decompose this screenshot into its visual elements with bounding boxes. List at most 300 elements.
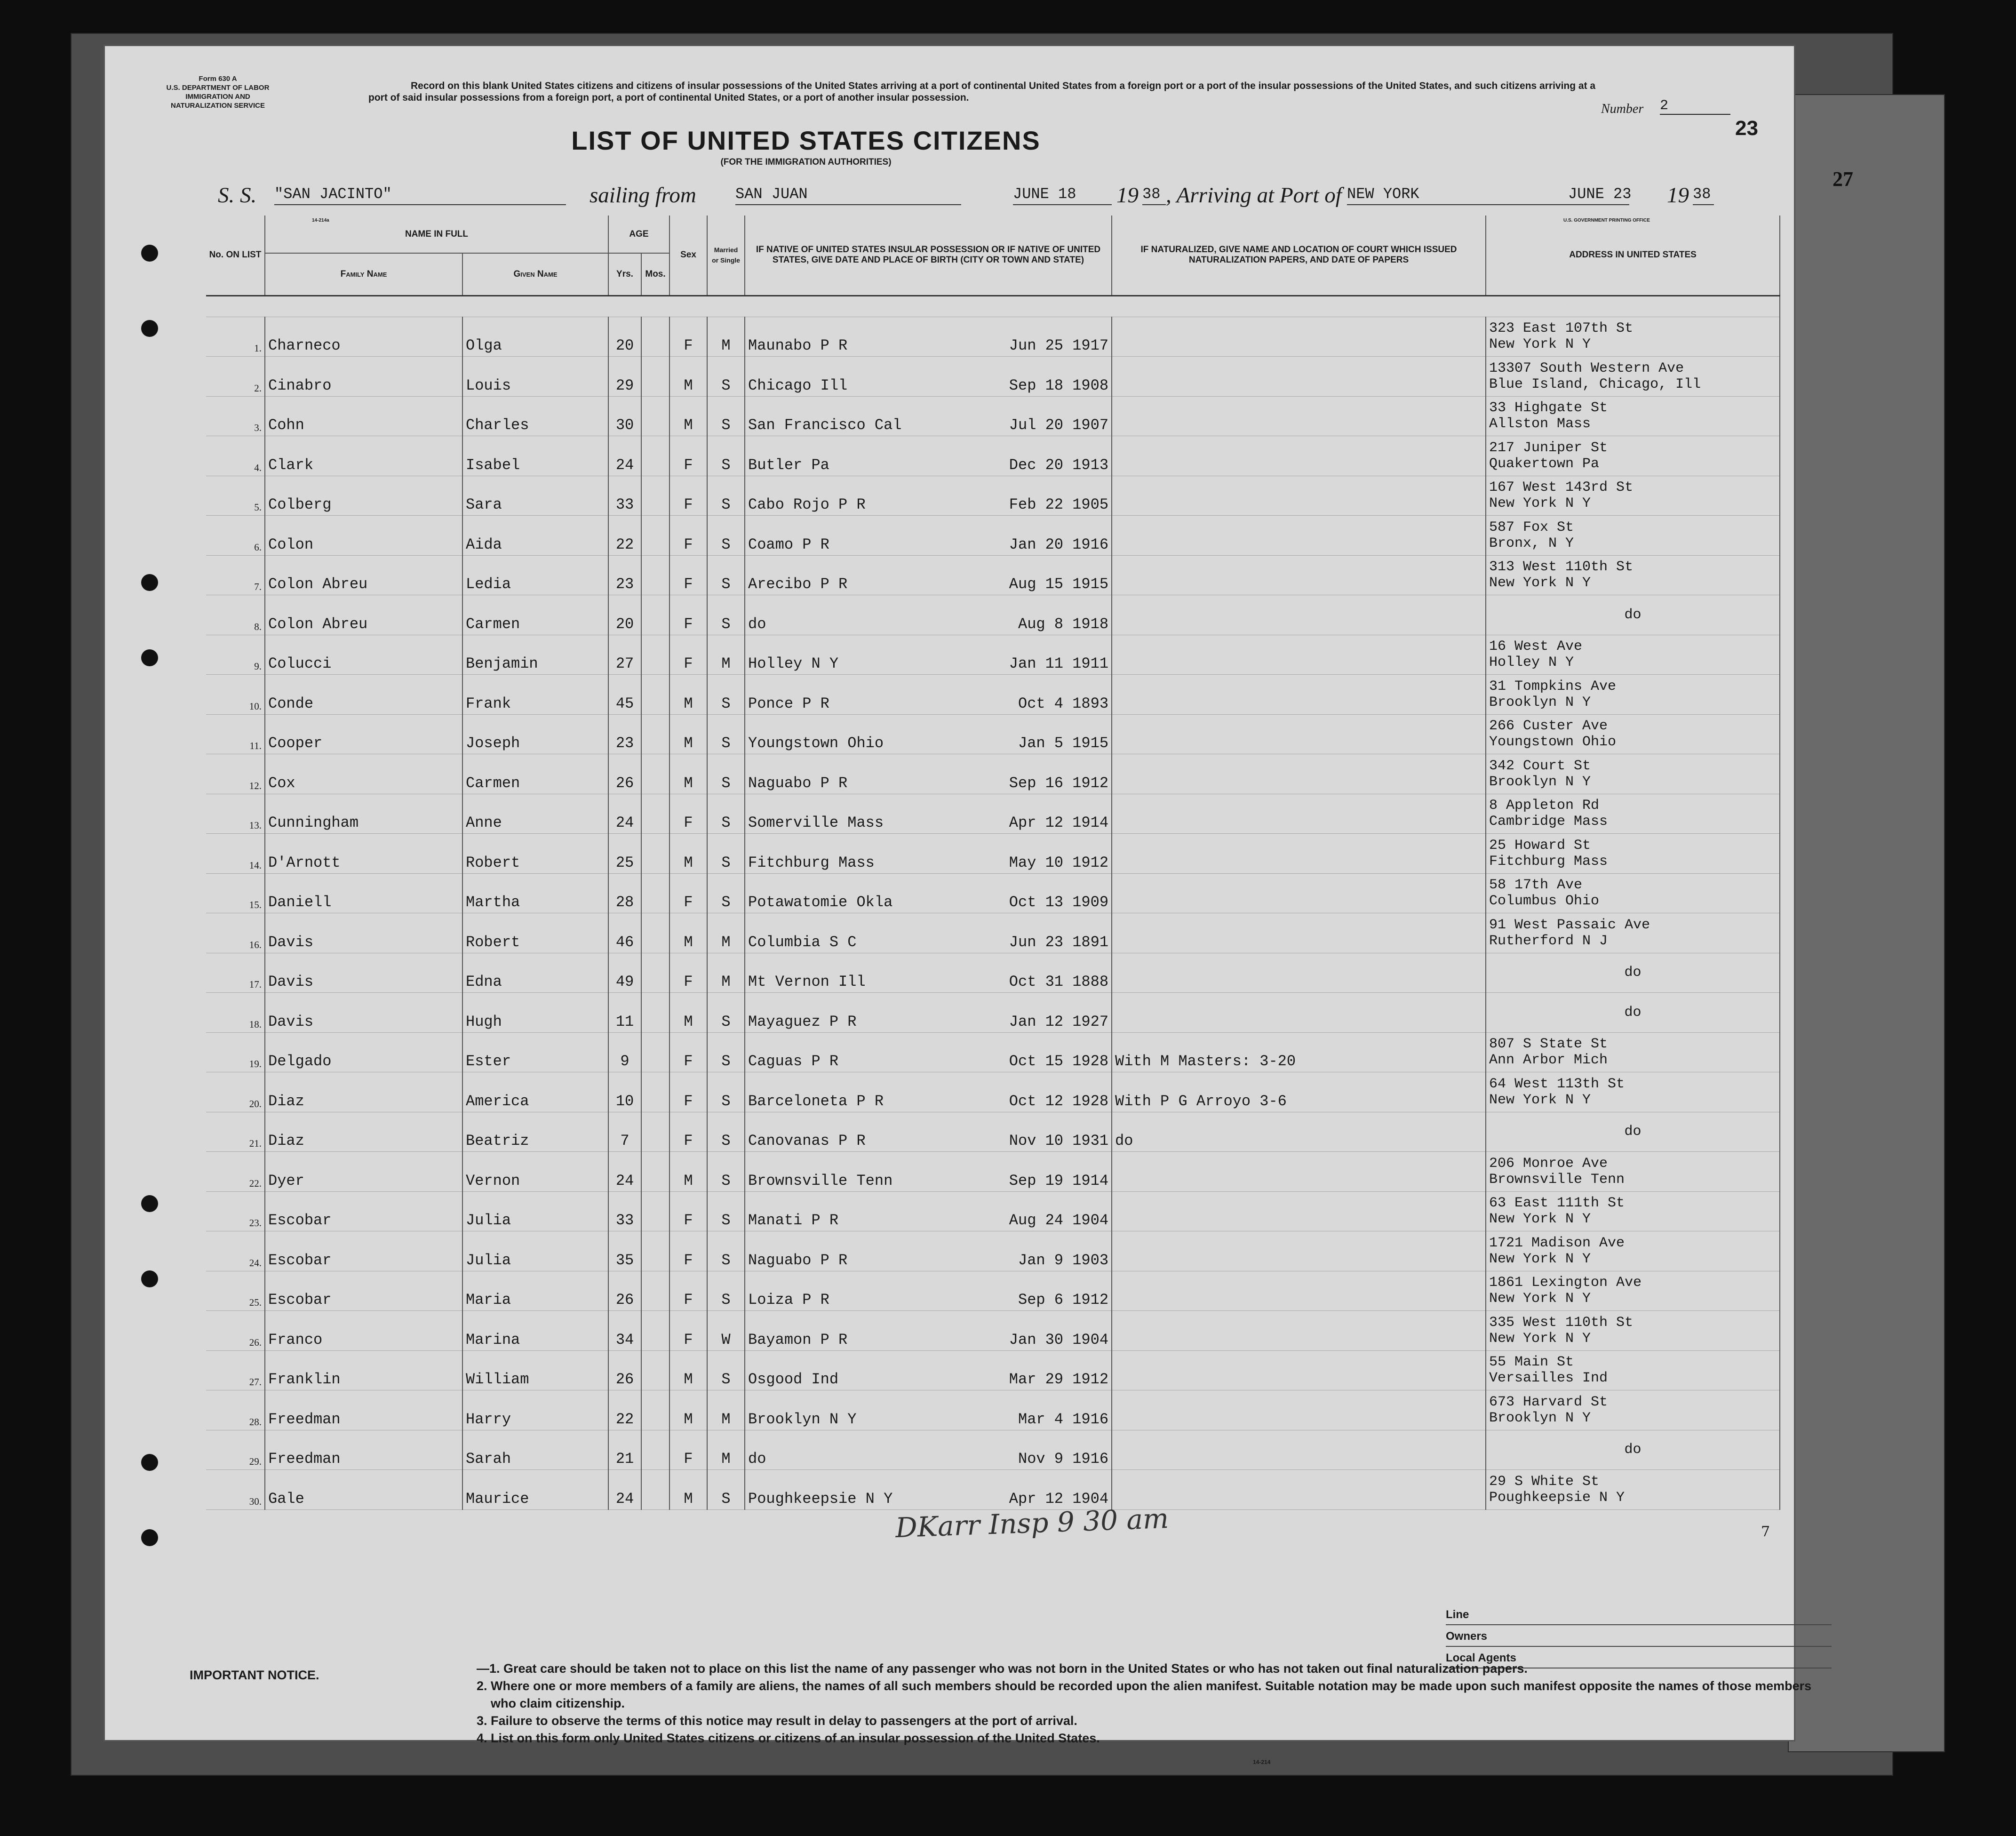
given-name: Beatriz bbox=[462, 1112, 608, 1152]
address bbox=[1486, 834, 1780, 874]
arrival-port: NEW YORK bbox=[1347, 185, 1629, 205]
passenger-row bbox=[206, 595, 1780, 635]
address-line: New York N Y bbox=[1489, 1211, 1591, 1228]
row-number: 26. bbox=[206, 1311, 265, 1351]
family-name: Colon Abreu bbox=[265, 595, 462, 635]
age-months bbox=[641, 794, 669, 834]
binder-hole bbox=[141, 1529, 158, 1546]
passenger-row bbox=[206, 1231, 1780, 1271]
year-prefix: 19 bbox=[1116, 183, 1139, 208]
given-name: Robert bbox=[462, 834, 608, 874]
birth-place: Potawatomie Okla bbox=[748, 894, 893, 911]
address-line: New York N Y bbox=[1489, 1251, 1591, 1267]
sex: F bbox=[669, 1311, 707, 1351]
birth-place-date bbox=[745, 834, 1112, 874]
sex: M bbox=[669, 913, 707, 953]
passenger-row bbox=[206, 1350, 1780, 1390]
age-months bbox=[641, 1470, 669, 1510]
passenger-row bbox=[206, 953, 1780, 993]
row-number: 25. bbox=[206, 1271, 265, 1311]
naturalization-info bbox=[1112, 754, 1486, 794]
family-name: Cohn bbox=[265, 396, 462, 436]
birth-date: Sep 16 1912 bbox=[1009, 774, 1109, 792]
marital-status: S bbox=[707, 754, 745, 794]
family-name: Cunningham bbox=[265, 794, 462, 834]
address bbox=[1486, 754, 1780, 794]
given-name: Marina bbox=[462, 1311, 608, 1351]
birth-place: Mt Vernon Ill bbox=[748, 973, 866, 990]
address-line: 1861 Lexington Ave bbox=[1489, 1275, 1642, 1291]
birth-date: Sep 18 1908 bbox=[1009, 376, 1109, 394]
age-years: 10 bbox=[608, 1072, 641, 1112]
sex: F bbox=[669, 1191, 707, 1231]
birth-place-date bbox=[745, 1390, 1112, 1430]
age-months bbox=[641, 357, 669, 397]
departure-year: 38 bbox=[1142, 185, 1166, 205]
passenger-row bbox=[206, 1072, 1780, 1112]
row-number: 28. bbox=[206, 1390, 265, 1430]
age-years: 27 bbox=[608, 635, 641, 675]
given-name: Martha bbox=[462, 873, 608, 913]
age-months bbox=[641, 834, 669, 874]
address-line: 206 Monroe Ave bbox=[1489, 1155, 1608, 1172]
background-page-edge bbox=[1788, 94, 1945, 1752]
birth-date: Jan 9 1903 bbox=[1018, 1251, 1109, 1269]
age-years: 45 bbox=[608, 675, 641, 715]
birth-date: Apr 12 1904 bbox=[1009, 1490, 1109, 1508]
sex: F bbox=[669, 635, 707, 675]
sex: F bbox=[669, 1271, 707, 1311]
address bbox=[1486, 595, 1780, 635]
marital-status: S bbox=[707, 476, 745, 516]
age-years: 26 bbox=[608, 1271, 641, 1311]
naturalization-info bbox=[1112, 714, 1486, 754]
given-name: America bbox=[462, 1072, 608, 1112]
naturalization-info bbox=[1112, 357, 1486, 397]
sex: F bbox=[669, 873, 707, 913]
address-line: Brownsville Tenn bbox=[1489, 1171, 1625, 1188]
birth-place: San Francisco Cal bbox=[748, 416, 902, 434]
age-months bbox=[641, 1231, 669, 1271]
naturalization-info bbox=[1112, 396, 1486, 436]
birth-date: Sep 6 1912 bbox=[1018, 1291, 1109, 1309]
passenger-row bbox=[206, 873, 1780, 913]
birth-date: Jan 20 1916 bbox=[1009, 535, 1109, 553]
birth-place: Columbia S C bbox=[748, 933, 857, 951]
age-months bbox=[641, 1271, 669, 1311]
local-agents-field: Local Agents bbox=[1446, 1647, 1832, 1668]
sex: M bbox=[669, 834, 707, 874]
family-name: Davis bbox=[265, 993, 462, 1033]
row-number: 23. bbox=[206, 1191, 265, 1231]
family-name: Charneco bbox=[265, 317, 462, 357]
age-years: 24 bbox=[608, 1152, 641, 1192]
given-name: Maria bbox=[462, 1271, 608, 1311]
age-months bbox=[641, 396, 669, 436]
address-line: Brooklyn N Y bbox=[1489, 1410, 1591, 1426]
address-line: 167 West 143rd St bbox=[1489, 479, 1634, 496]
birth-place: do bbox=[748, 615, 766, 633]
birth-place: Fitchburg Mass bbox=[748, 854, 875, 871]
birth-date: Oct 4 1893 bbox=[1018, 694, 1109, 712]
important-notice bbox=[190, 1660, 1836, 1747]
naturalization-info bbox=[1112, 436, 1486, 476]
birth-place-date bbox=[745, 953, 1112, 993]
sex: F bbox=[669, 1032, 707, 1072]
address bbox=[1486, 1032, 1780, 1072]
address bbox=[1486, 635, 1780, 675]
family-name: Delgado bbox=[265, 1032, 462, 1072]
ss-label: S. S. bbox=[218, 183, 257, 208]
age-months bbox=[641, 1311, 669, 1351]
birth-date: Jun 25 1917 bbox=[1009, 337, 1109, 354]
birth-place-date bbox=[745, 1191, 1112, 1231]
address-line: Ann Arbor Mich bbox=[1489, 1052, 1608, 1069]
family-name: Colberg bbox=[265, 476, 462, 516]
passenger-rows bbox=[206, 317, 1780, 1509]
birth-place-date bbox=[745, 754, 1112, 794]
birth-place: Naguabo P R bbox=[748, 774, 848, 792]
address-line: Rutherford N J bbox=[1489, 933, 1608, 949]
passenger-row bbox=[206, 1191, 1780, 1231]
age-months bbox=[641, 595, 669, 635]
age-months bbox=[641, 1191, 669, 1231]
line-owner-agent-fields bbox=[1446, 1604, 1832, 1668]
given-name: Carmen bbox=[462, 595, 608, 635]
address-line: do bbox=[1624, 965, 1641, 981]
birth-place-date bbox=[745, 516, 1112, 556]
birth-place-date bbox=[745, 913, 1112, 953]
binder-hole bbox=[141, 245, 158, 262]
footer-code: 14-214 bbox=[1253, 1759, 1271, 1765]
age-years: 22 bbox=[608, 516, 641, 556]
age-years: 33 bbox=[608, 476, 641, 516]
row-number: 15. bbox=[206, 873, 265, 913]
birth-place-date bbox=[745, 317, 1112, 357]
address-line: Allston Mass bbox=[1489, 416, 1591, 432]
birth-place: Loiza P R bbox=[748, 1291, 829, 1309]
given-name: Sarah bbox=[462, 1430, 608, 1470]
naturalization-info bbox=[1112, 1430, 1486, 1470]
age-months bbox=[641, 1072, 669, 1112]
birth-date: Dec 20 1913 bbox=[1009, 456, 1109, 474]
sex: F bbox=[669, 317, 707, 357]
address-line: New York N Y bbox=[1489, 495, 1591, 512]
given-name: Sara bbox=[462, 476, 608, 516]
address-line: 335 West 110th St bbox=[1489, 1314, 1634, 1331]
row-number: 22. bbox=[206, 1152, 265, 1192]
address-line: 8 Appleton Rd bbox=[1489, 798, 1600, 814]
sex: M bbox=[669, 1350, 707, 1390]
naturalization-info bbox=[1112, 913, 1486, 953]
marital-status: S bbox=[707, 675, 745, 715]
address-line: 266 Custer Ave bbox=[1489, 718, 1608, 734]
year-prefix: 19 bbox=[1667, 183, 1689, 208]
naturalization-info bbox=[1112, 953, 1486, 993]
birth-date: Feb 22 1905 bbox=[1009, 496, 1109, 513]
sex: F bbox=[669, 1072, 707, 1112]
birth-date: Oct 15 1928 bbox=[1009, 1053, 1109, 1070]
birth-date: Jan 5 1915 bbox=[1018, 734, 1109, 752]
given-name: Anne bbox=[462, 794, 608, 834]
passenger-row bbox=[206, 794, 1780, 834]
family-name: Colon bbox=[265, 516, 462, 556]
row-number: 16. bbox=[206, 913, 265, 953]
given-name: Aida bbox=[462, 516, 608, 556]
address bbox=[1486, 1390, 1780, 1430]
given-name: Carmen bbox=[462, 754, 608, 794]
birth-place-date bbox=[745, 675, 1112, 715]
notice-heading: IMPORTANT NOTICE. bbox=[190, 1668, 319, 1682]
marital-status: S bbox=[707, 1072, 745, 1112]
address-line: 29 S White St bbox=[1489, 1473, 1600, 1490]
row-number: 1. bbox=[206, 317, 265, 357]
naturalization-info bbox=[1112, 555, 1486, 595]
sex: M bbox=[669, 675, 707, 715]
line-field: Line bbox=[1446, 1604, 1832, 1625]
sex: F bbox=[669, 436, 707, 476]
birth-place: Brownsville Tenn bbox=[748, 1172, 893, 1189]
row-number: 14. bbox=[206, 834, 265, 874]
family-name: Franklin bbox=[265, 1350, 462, 1390]
marital-status: S bbox=[707, 436, 745, 476]
age-years: 7 bbox=[608, 1112, 641, 1152]
birth-date: Oct 12 1928 bbox=[1009, 1092, 1109, 1110]
row-number: 20. bbox=[206, 1072, 265, 1112]
col-header-mos: Mos. bbox=[641, 253, 669, 295]
address-line: Versailles Ind bbox=[1489, 1370, 1608, 1387]
birth-place-date bbox=[745, 357, 1112, 397]
row-number: 13. bbox=[206, 794, 265, 834]
sex: F bbox=[669, 794, 707, 834]
naturalization-info bbox=[1112, 595, 1486, 635]
ship-name: "SAN JACINTO" bbox=[274, 185, 566, 205]
passenger-row bbox=[206, 1470, 1780, 1510]
family-name: D'Arnott bbox=[265, 834, 462, 874]
birth-place: Naguabo P R bbox=[748, 1251, 848, 1269]
given-name: Ester bbox=[462, 1032, 608, 1072]
birth-date: Apr 12 1914 bbox=[1009, 814, 1109, 831]
row-number: 10. bbox=[206, 675, 265, 715]
marital-status: M bbox=[707, 635, 745, 675]
family-name: Conde bbox=[265, 675, 462, 715]
birth-place: Poughkeepsie N Y bbox=[748, 1490, 893, 1508]
naturalization-info bbox=[1112, 834, 1486, 874]
address bbox=[1486, 1470, 1780, 1510]
address-line: 55 Main St bbox=[1489, 1354, 1574, 1371]
birth-place-date bbox=[745, 993, 1112, 1033]
birth-place-date bbox=[745, 1032, 1112, 1072]
address-line: Quakertown Pa bbox=[1489, 455, 1600, 472]
marital-status: M bbox=[707, 317, 745, 357]
age-months bbox=[641, 913, 669, 953]
address-line: 342 Court St bbox=[1489, 758, 1591, 774]
age-months bbox=[641, 476, 669, 516]
sex: M bbox=[669, 754, 707, 794]
birth-date: Mar 29 1912 bbox=[1009, 1371, 1109, 1388]
passenger-row bbox=[206, 675, 1780, 715]
notice-item: 2. Where one or more members of a family are aliens, the names of all such members should be recorded upon the alien manifest. Suitable notation may be made upon such manifest opposite the names of those members who claim citizenship. bbox=[477, 1679, 1812, 1710]
age-years: 24 bbox=[608, 1470, 641, 1510]
given-name: Hugh bbox=[462, 993, 608, 1033]
birth-place-date bbox=[745, 396, 1112, 436]
given-name: Maurice bbox=[462, 1470, 608, 1510]
address-line: New York N Y bbox=[1489, 336, 1591, 353]
passenger-row bbox=[206, 714, 1780, 754]
given-name: William bbox=[462, 1350, 608, 1390]
address-line: 63 East 111th St bbox=[1489, 1195, 1625, 1212]
age-months bbox=[641, 993, 669, 1033]
address-line: New York N Y bbox=[1489, 1291, 1591, 1307]
birth-place: Manati P R bbox=[748, 1212, 839, 1229]
birth-place-date bbox=[745, 595, 1112, 635]
birth-place: Youngstown Ohio bbox=[748, 734, 884, 752]
row-number: 2. bbox=[206, 357, 265, 397]
row-number: 9. bbox=[206, 635, 265, 675]
birth-place-date bbox=[745, 1152, 1112, 1192]
age-years: 24 bbox=[608, 436, 641, 476]
marital-status: S bbox=[707, 1112, 745, 1152]
family-name: Davis bbox=[265, 953, 462, 993]
address bbox=[1486, 993, 1780, 1033]
address bbox=[1486, 873, 1780, 913]
birth-place-date bbox=[745, 1271, 1112, 1311]
passenger-row bbox=[206, 476, 1780, 516]
given-name: Joseph bbox=[462, 714, 608, 754]
naturalization-info: With P G Arroyo 3-6 bbox=[1112, 1072, 1486, 1112]
passenger-row bbox=[206, 436, 1780, 476]
address-line: 313 West 110th St bbox=[1489, 559, 1634, 575]
marital-status: W bbox=[707, 1311, 745, 1351]
family-name: Escobar bbox=[265, 1271, 462, 1311]
col-header-family: Family Name bbox=[265, 253, 462, 295]
given-name: Isabel bbox=[462, 436, 608, 476]
passenger-row bbox=[206, 1390, 1780, 1430]
sex: F bbox=[669, 476, 707, 516]
age-months bbox=[641, 675, 669, 715]
binder-hole bbox=[141, 320, 158, 337]
birth-place: Mayaguez P R bbox=[748, 1013, 857, 1030]
row-number: 8. bbox=[206, 595, 265, 635]
naturalization-info bbox=[1112, 635, 1486, 675]
age-years: 28 bbox=[608, 873, 641, 913]
sex: M bbox=[669, 1470, 707, 1510]
birth-date: Mar 4 1916 bbox=[1018, 1410, 1109, 1428]
marital-status: S bbox=[707, 1350, 745, 1390]
age-years: 11 bbox=[608, 993, 641, 1033]
age-years: 46 bbox=[608, 913, 641, 953]
pen-mark: 7 bbox=[1761, 1524, 1770, 1540]
birth-place: Holley N Y bbox=[748, 655, 839, 672]
page-subtitle: (FOR THE IMMIGRATION AUTHORITIES) bbox=[720, 157, 892, 167]
row-number: 5. bbox=[206, 476, 265, 516]
row-number: 21. bbox=[206, 1112, 265, 1152]
birth-place: Caguas P R bbox=[748, 1053, 839, 1070]
birth-place-date bbox=[745, 476, 1112, 516]
sex: M bbox=[669, 357, 707, 397]
birth-place-date bbox=[745, 1350, 1112, 1390]
family-name: Cinabro bbox=[265, 357, 462, 397]
birth-place: Osgood Ind bbox=[748, 1371, 839, 1388]
age-years: 22 bbox=[608, 1390, 641, 1430]
address-line: 64 West 113th St bbox=[1489, 1076, 1625, 1092]
address-line: 1721 Madison Ave bbox=[1489, 1235, 1625, 1251]
address bbox=[1486, 476, 1780, 516]
address-line: 673 Harvard St bbox=[1489, 1394, 1608, 1410]
family-name: Freedman bbox=[265, 1430, 462, 1470]
age-years: 9 bbox=[608, 1032, 641, 1072]
family-name: Colon Abreu bbox=[265, 555, 462, 595]
sex: M bbox=[669, 1390, 707, 1430]
age-months bbox=[641, 1390, 669, 1430]
age-months bbox=[641, 1430, 669, 1470]
row-number: 12. bbox=[206, 754, 265, 794]
birth-date: Sep 19 1914 bbox=[1009, 1172, 1109, 1189]
address bbox=[1486, 1430, 1780, 1470]
form-id-line: U.S. DEPARTMENT OF LABOR bbox=[166, 84, 270, 92]
col-header-naturalized: IF NATURALIZED, GIVE NAME AND LOCATION OF COURT WHICH ISSUED NATURALIZATION PAPERS, AND DATE OF PAPERS bbox=[1112, 216, 1486, 295]
naturalization-info bbox=[1112, 1231, 1486, 1271]
age-months bbox=[641, 873, 669, 913]
owners-field: Owners bbox=[1446, 1625, 1832, 1647]
number-label: Number bbox=[1601, 102, 1644, 116]
age-months bbox=[641, 1112, 669, 1152]
address-line: Cambridge Mass bbox=[1489, 814, 1608, 830]
naturalization-info bbox=[1112, 476, 1486, 516]
arrival-year: 38 bbox=[1693, 185, 1714, 205]
form-identifier bbox=[140, 74, 295, 110]
arriving-label: , Arriving at Port of bbox=[1166, 183, 1342, 208]
given-name: Frank bbox=[462, 675, 608, 715]
printer-office: U.S. GOVERNMENT PRINTING OFFICE bbox=[1563, 218, 1650, 223]
row-number: 24. bbox=[206, 1231, 265, 1271]
age-years: 20 bbox=[608, 317, 641, 357]
sex: F bbox=[669, 516, 707, 556]
sex: F bbox=[669, 1430, 707, 1470]
birth-date: Aug 15 1915 bbox=[1009, 575, 1109, 593]
notice-item: —1. Great care should be taken not to place on this list the name of any passenger who was not born in the United States or who has not taken out final naturalization papers. bbox=[477, 1661, 1528, 1676]
naturalization-info bbox=[1112, 317, 1486, 357]
address bbox=[1486, 1271, 1780, 1311]
age-years: 34 bbox=[608, 1311, 641, 1351]
birth-place: Brooklyn N Y bbox=[748, 1410, 857, 1428]
sailing-label: sailing from bbox=[590, 183, 696, 208]
family-name: Diaz bbox=[265, 1072, 462, 1112]
family-name: Cooper bbox=[265, 714, 462, 754]
marital-status: S bbox=[707, 794, 745, 834]
family-name: Diaz bbox=[265, 1112, 462, 1152]
address bbox=[1486, 913, 1780, 953]
passenger-row bbox=[206, 1152, 1780, 1192]
sex: F bbox=[669, 953, 707, 993]
given-name: Olga bbox=[462, 317, 608, 357]
birth-place-date bbox=[745, 1072, 1112, 1112]
family-name: Gale bbox=[265, 1470, 462, 1510]
birth-date: Jul 20 1907 bbox=[1009, 416, 1109, 434]
row-number: 29. bbox=[206, 1430, 265, 1470]
age-years: 20 bbox=[608, 595, 641, 635]
naturalization-info: do bbox=[1112, 1112, 1486, 1152]
marital-status: S bbox=[707, 595, 745, 635]
marital-status: S bbox=[707, 396, 745, 436]
birth-place-date bbox=[745, 436, 1112, 476]
birth-place-date bbox=[745, 1112, 1112, 1152]
col-header-age: AGE bbox=[608, 216, 669, 253]
given-name: Julia bbox=[462, 1231, 608, 1271]
sex: F bbox=[669, 1231, 707, 1271]
age-years: 29 bbox=[608, 357, 641, 397]
birth-date: Jan 30 1904 bbox=[1009, 1331, 1109, 1349]
